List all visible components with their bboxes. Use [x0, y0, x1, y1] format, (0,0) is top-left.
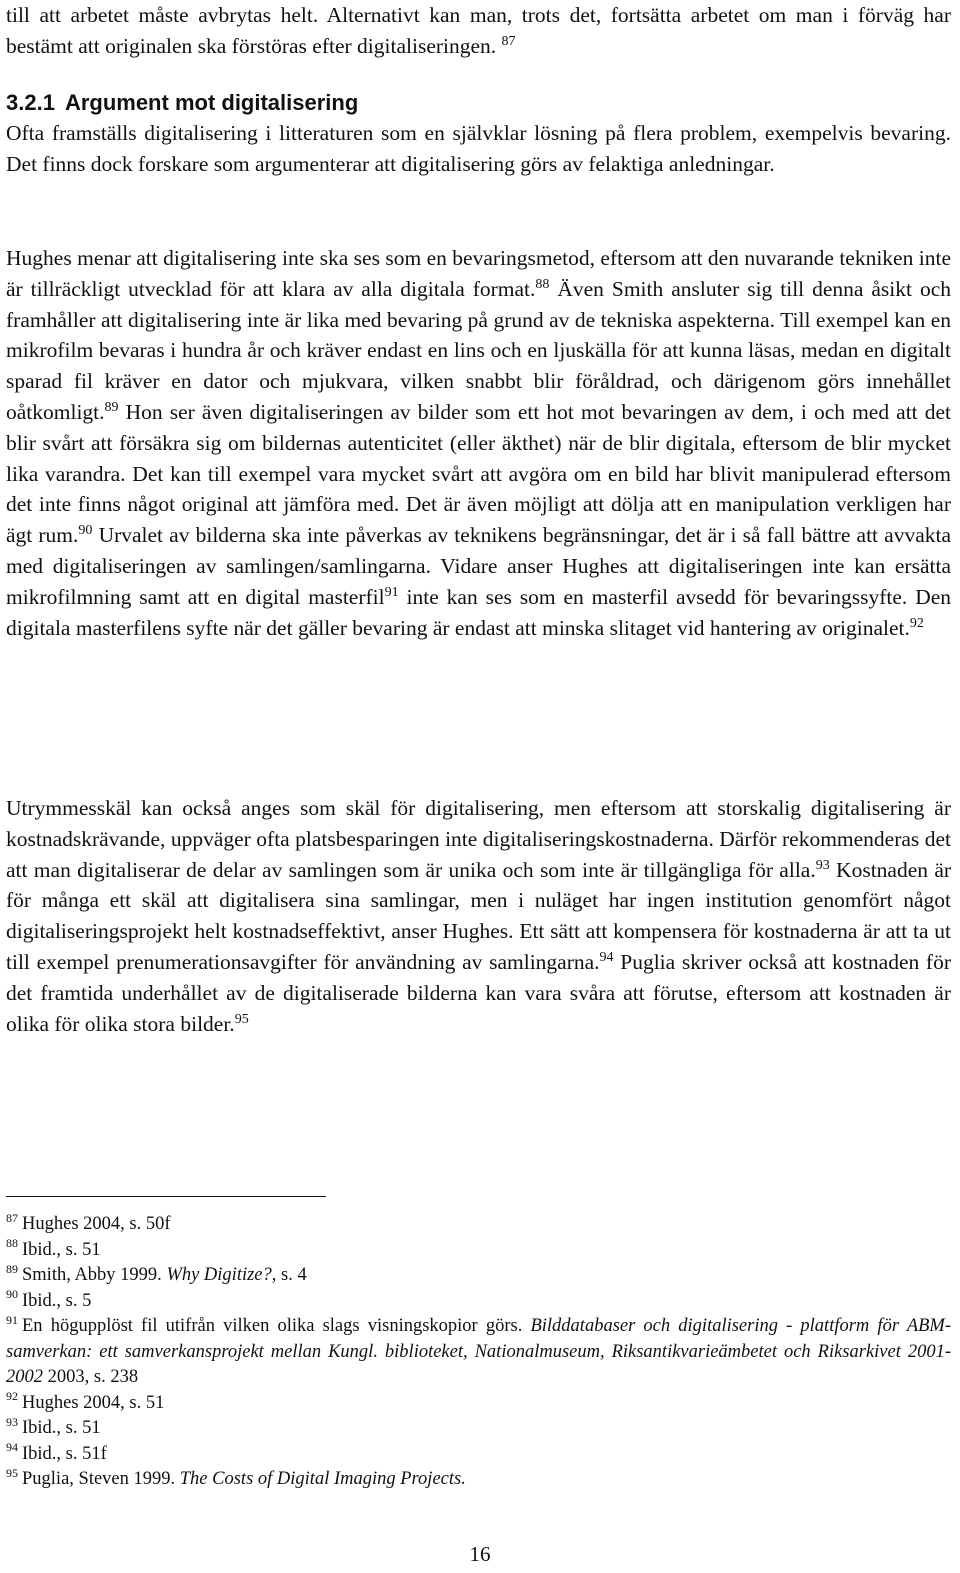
footnote-item — [6, 1391, 951, 1417]
footnote-number: 90 — [6, 1287, 18, 1302]
section-title: Argument mot digitalisering — [64, 90, 359, 115]
footnote-number: 89 — [6, 1261, 18, 1276]
footnote-text: Smith, Abby 1999. — [22, 1265, 167, 1285]
footnote-number: 91 — [6, 1312, 18, 1327]
paragraph-text: Urvalet av bilderna ska inte påverkas av teknikens begränsningar, det är i så fall bättre att avvakta med digitaliseringen av samlingen/samlingarna. Vidare anser Hughes att digitaliseringen inte kan ersätta mikrofilmning samt att en digital masterfil — [6, 523, 951, 609]
footnote-item — [6, 1212, 951, 1238]
paragraph-text: inte kan ses som en masterfil avsedd för bevaringssyfte. Den digitala masterfilens syfte när det gäller bevaring är endast att minska slitaget vid hantering av originalet. — [6, 584, 952, 640]
footnote-item — [6, 1289, 951, 1315]
footnote-text: Hughes 2004, s. 50f — [22, 1214, 171, 1234]
footnote-item — [6, 1238, 951, 1264]
footnote-text: Ibid., s. 51 — [22, 1239, 101, 1260]
footnote-text: Hughes 2004, s. 51 — [22, 1392, 165, 1413]
footnote-text: Ibid., s. 51f — [22, 1443, 107, 1464]
paragraph-text: Hon ser även digitaliseringen av bilder som ett hot mot bevaringen av dem, i och med att det blir svårt att försäkra sig om bildernas autenticitet (eller äkthet) när de blir digitala, eftersom de blir mycket lika varandra. Det kan till exempel vara mycket svårt att avgöra om en bild har blivit manipulerad eftersom det inte finns något original att jämföra med. Det är även möjligt att dölja att en manipulation verkligen har ägt rum. — [6, 399, 951, 548]
section-number: 3.2.1 — [6, 90, 55, 115]
footnote-title: Bilddatabaser och digitalisering - plattform för ABM-samverkan: ett samverkansprojekt mellan Kungl. biblioteket, Nationalmuseum, Riksantikvarieämbetet och Riksarkivet 2001-2002 — [6, 1316, 951, 1387]
footnote-title: The Costs of Digital Imaging Projects. — [179, 1469, 466, 1489]
footnote-number: 87 — [6, 1210, 18, 1225]
footnote-ref[interactable]: 88 — [535, 276, 550, 292]
footnote-number: 92 — [6, 1389, 18, 1404]
footnote-ref[interactable]: 90 — [78, 523, 93, 539]
footnote-ref[interactable]: 89 — [104, 399, 119, 415]
footnote-item — [6, 1314, 951, 1391]
paragraph-intro — [6, 118, 951, 180]
footnote-ref[interactable]: 95 — [234, 1011, 249, 1027]
footnote-item — [6, 1263, 951, 1289]
paragraph-hughes-smith — [6, 243, 951, 643]
page-number: 16 — [469, 1542, 491, 1566]
paragraph-text: Ofta framställs digitalisering i litteraturen som en självklar lösning på flera problem, exempelvis bevaring. Det finns dock forskare som argumenterar att digitalisering görs av felaktiga anledningar. — [6, 121, 951, 176]
footnote-text: Ibid., s. 51 — [22, 1418, 101, 1438]
paragraph-text: Utrymmesskäl kan också anges som skäl för digitalisering, men eftersom att storskalig digitalisering är kostnadskrävande, uppväger ofta platsbesparingen inte digitaliseringskostnaderna. Därför rekommenderas det att man digitaliserar de delar av samlingen som är unika och som inte är tillgängliga för alla. — [6, 796, 951, 882]
paragraph-text: Puglia skriver också att kostnaden för det framtida underhållet av de digitaliserade bilderna kan vara svåra att förutse, eftersom att kostnaden är olika för olika stora bilder. — [6, 949, 951, 1036]
section-heading — [6, 88, 358, 118]
carry-over-paragraph — [6, 0, 951, 62]
footnote-ref[interactable]: 92 — [909, 615, 924, 631]
footnote-ref[interactable]: 93 — [815, 857, 830, 873]
paragraph-costs — [6, 793, 951, 1039]
footnote-item — [6, 1442, 951, 1468]
footnote-title: Why Digitize? — [166, 1265, 272, 1285]
paragraph-text: till att arbetet måste avbrytas helt. Alternativt kan man, trots det, fortsätta arbetet om man i förväg har bestämt att originalen ska förstöras efter digitaliseringen. — [6, 3, 951, 58]
paragraph-text: Även Smith ansluter sig till denna åsikt och framhåller att digitalisering inte är lika med bevaring på grund av de tekniska aspekterna. Till exempel kan en mikrofilm bevaras i hundra år och kräver endast en lins och en ljuskälla för att kunna läsas, medan en digitalt sparad fil kräver en dator och mjukvara, vilken snabbt blir föråldrad, och därigenom görs innehållet oåtkomligt. — [6, 276, 951, 424]
footnote-ref[interactable]: 87 — [501, 33, 516, 49]
footnote-number: 93 — [6, 1414, 18, 1429]
footnote-text: 2003, s. 238 — [43, 1367, 139, 1387]
footnote-ref[interactable]: 91 — [384, 584, 399, 600]
footnote-number: 94 — [6, 1440, 18, 1455]
footnote-text: , s. 4 — [271, 1265, 307, 1285]
footnote-divider — [6, 1196, 326, 1197]
footnote-item — [6, 1467, 951, 1493]
footnote-text: Ibid., s. 5 — [22, 1290, 92, 1311]
footnote-text: Puglia, Steven 1999. — [22, 1469, 180, 1489]
footnote-ref[interactable]: 94 — [599, 949, 614, 965]
footnote-item — [6, 1416, 951, 1442]
footnote-number: 95 — [6, 1465, 18, 1480]
footnote-number: 88 — [6, 1236, 18, 1251]
paragraph-text: Kostnaden är för många ett skäl att digitalisera sina samlingar, men i nuläget har ingen institution genomfört något digitaliseringsprojekt helt kostnadseffektivt, anser Hughes. Ett sätt att kompensera för kostnaderna är att ta ut till exempel prenumerationsavgifter för användning av samlingarna. — [6, 857, 952, 974]
footnote-list — [6, 1212, 951, 1493]
paragraph-text: Hughes menar att digitalisering inte ska ses som en bevaringsmetod, eftersom att den nuvarande tekniken inte är tillräckligt utvecklad för att klara av alla digitala format. — [6, 246, 951, 301]
footnote-text: En högupplöst fil utifrån vilken olika slags visningskopior görs. — [22, 1316, 531, 1336]
